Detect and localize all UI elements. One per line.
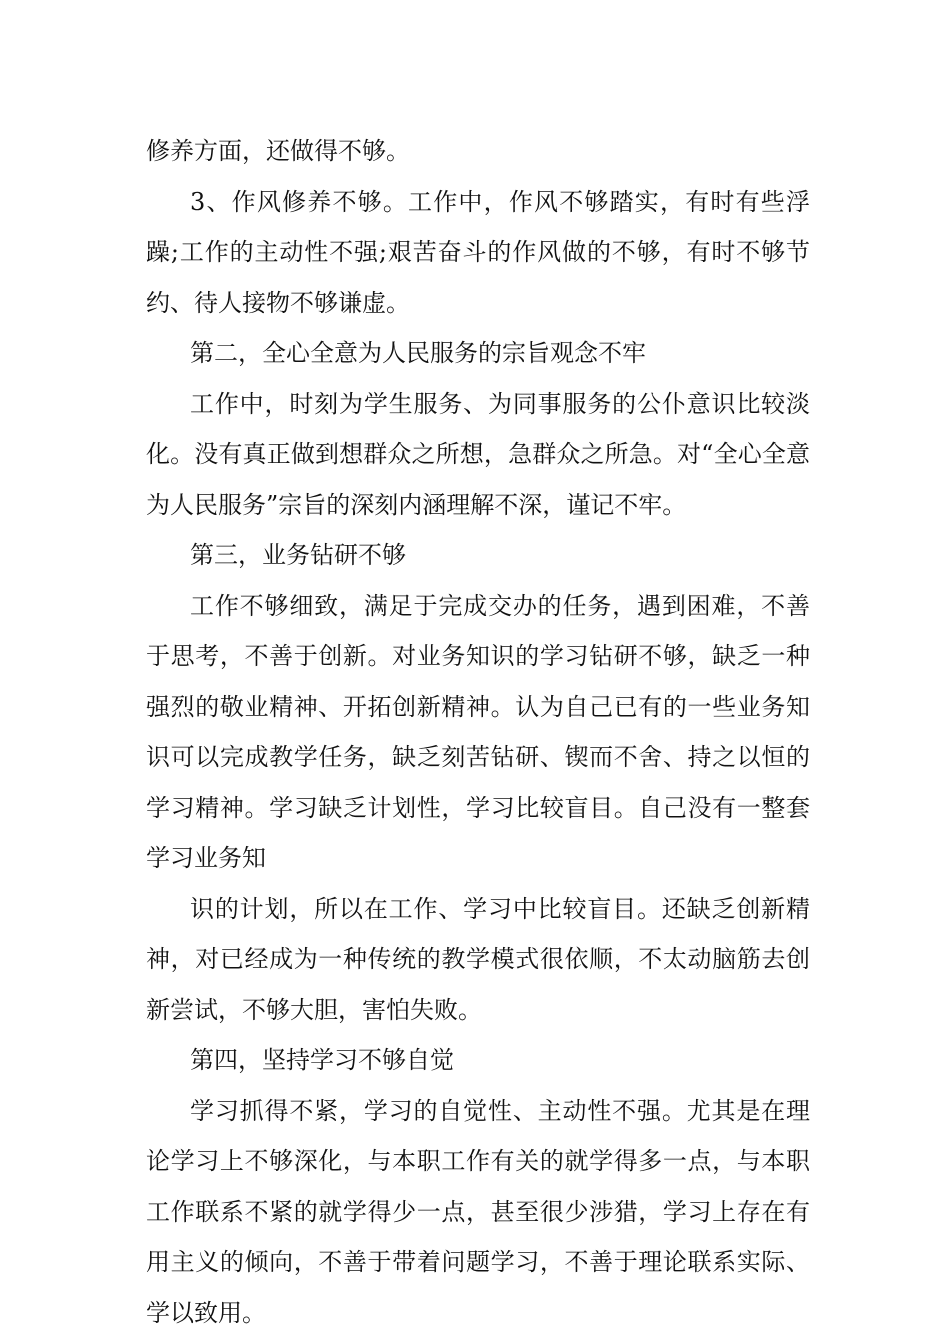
paragraph-work-style: 3、作风修养不够。工作中，作风不够踏实，有时有些浮躁;工作的主动性不强;艰苦奋斗的作风做的不够，有时不够节约、待人接物不够谦虚。 [146,187,810,317]
paragraph-self-study: 学习抓得不紧，学习的自觉性、主动性不强。尤其是在理论学习上不够深化，与本职工作有关的就学得多一点，与本职工作联系不紧的就学得少一点，甚至很少涉猎，学习上存在有用主义的倾向，不善于带着问题学习，不善于理论联系实际、学以致用。 [146,1096,810,1327]
section-heading-second: 第二，全心全意为人民服务的宗旨观念不牢 [190,339,646,367]
paragraph-service: 工作中，时刻为学生服务、为同事服务的公仆意识比较淡化。没有真正做到想群众之所想，急群众之所急。对“全心全意为人民服务”宗旨的深刻内涵理解不深，谨记不牢。 [146,389,810,519]
section-heading-fourth: 第四，坚持学习不够自觉 [190,1046,454,1074]
document-page [146,126,810,1338]
paragraph-continuation: 修养方面，还做得不够。 [146,137,410,165]
paragraph-business-study: 工作不够细致，满足于完成交办的任务，遇到困难，不善于思考，不善于创新。对业务知识的学习钻研不够，缺乏一种强烈的敬业精神、开拓创新精神。认为自己已有的一些业务知识可以完成教学任务，缺乏刻苦钻研、锲而不舍、持之以恒的学习精神。学习缺乏计划性，学习比较盲目。自己没有一整套学习业务知 [146,591,810,872]
paragraph-study-plan: 识的计划，所以在工作、学习中比较盲目。还缺乏创新精神，对已经成为一种传统的教学模式很依顺，不太动脑筋去创新尝试，不够大胆，害怕失败。 [146,894,810,1024]
section-heading-third: 第三，业务钻研不够 [190,541,406,569]
